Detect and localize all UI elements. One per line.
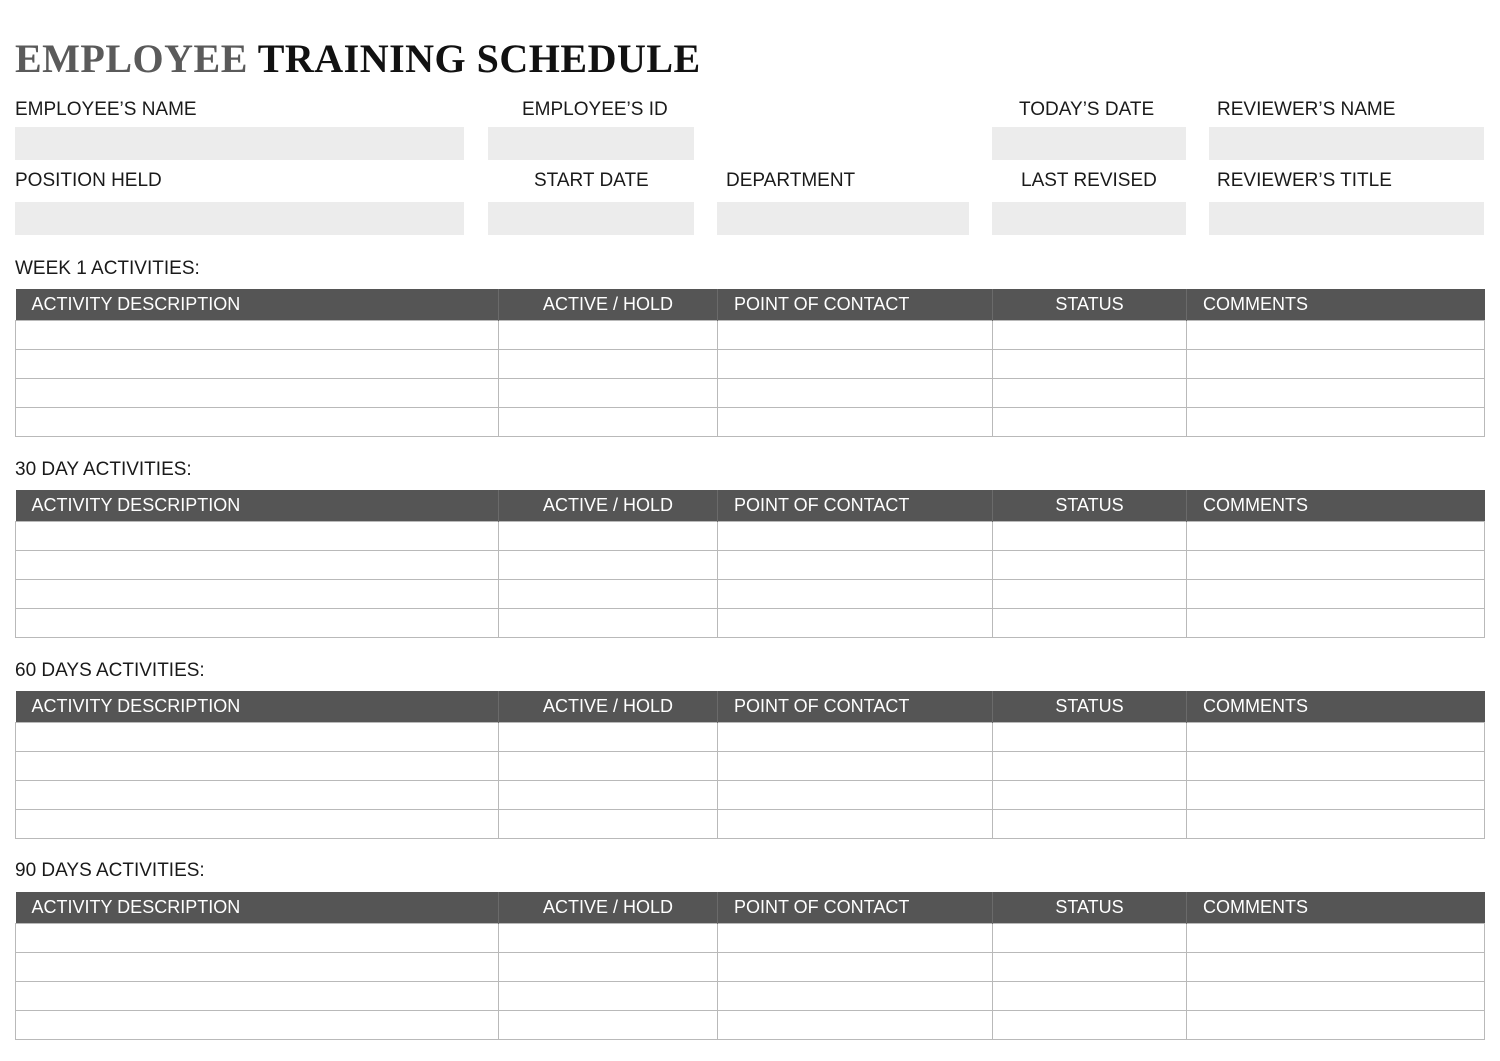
table-cell[interactable] xyxy=(718,752,993,781)
column-header-status: STATUS xyxy=(993,892,1187,924)
table-cell[interactable] xyxy=(16,982,499,1011)
table-header-row xyxy=(16,490,1485,522)
table-cell[interactable] xyxy=(16,1011,499,1040)
table-cell[interactable] xyxy=(993,350,1187,379)
table-row xyxy=(16,522,1485,551)
title-training-schedule: TRAINING SCHEDULE xyxy=(257,36,701,81)
department-label: DEPARTMENT xyxy=(726,170,856,191)
table-cell[interactable] xyxy=(718,1011,993,1040)
last-revised-label: LAST REVISED xyxy=(1021,170,1157,191)
table-row xyxy=(16,810,1485,839)
position-held-label: POSITION HELD xyxy=(15,170,162,191)
section-title-week-1: WEEK 1 ACTIVITIES: xyxy=(15,258,200,279)
table-cell[interactable] xyxy=(1187,379,1485,408)
table-cell[interactable] xyxy=(16,350,499,379)
column-header-point-of-contact: POINT OF CONTACT xyxy=(718,691,993,723)
table-cell[interactable] xyxy=(718,350,993,379)
table-cell[interactable] xyxy=(993,522,1187,551)
employee-name-field[interactable] xyxy=(15,127,464,160)
table-cell[interactable] xyxy=(993,752,1187,781)
table-row xyxy=(16,723,1485,752)
section-title-90-days: 90 DAYS ACTIVITIES: xyxy=(15,860,205,881)
table-cell[interactable] xyxy=(16,522,499,551)
column-header-status: STATUS xyxy=(993,691,1187,723)
table-cell[interactable] xyxy=(718,408,993,437)
table-cell[interactable] xyxy=(718,321,993,350)
table-cell[interactable] xyxy=(499,408,718,437)
table-cell[interactable] xyxy=(1187,982,1485,1011)
table-cell[interactable] xyxy=(16,408,499,437)
column-header-point-of-contact: POINT OF CONTACT xyxy=(718,892,993,924)
todays-date-field[interactable] xyxy=(992,127,1186,160)
start-date-field[interactable] xyxy=(488,202,694,235)
column-header-comments: COMMENTS xyxy=(1187,289,1485,321)
table-cell[interactable] xyxy=(718,953,993,982)
table-cell[interactable] xyxy=(1187,924,1485,953)
section-title-60-days: 60 DAYS ACTIVITIES: xyxy=(15,660,205,681)
table-cell[interactable] xyxy=(993,551,1187,580)
column-header-point-of-contact: POINT OF CONTACT xyxy=(718,289,993,321)
table-cell[interactable] xyxy=(1187,1011,1485,1040)
column-header-status: STATUS xyxy=(993,289,1187,321)
employee-name-label: EMPLOYEE’S NAME xyxy=(15,99,197,120)
table-cell[interactable] xyxy=(993,609,1187,638)
table-cell[interactable] xyxy=(718,810,993,839)
table-cell[interactable] xyxy=(993,408,1187,437)
table-cell[interactable] xyxy=(16,781,499,810)
table-row xyxy=(16,953,1485,982)
last-revised-field[interactable] xyxy=(992,202,1186,235)
table-row xyxy=(16,321,1485,350)
column-header-point-of-contact: POINT OF CONTACT xyxy=(718,490,993,522)
table-cell[interactable] xyxy=(16,580,499,609)
table-cell[interactable] xyxy=(499,752,718,781)
table-row xyxy=(16,551,1485,580)
table-row xyxy=(16,752,1485,781)
column-header-active-hold: ACTIVE / HOLD xyxy=(499,289,718,321)
activity-table-60-days xyxy=(15,691,1485,839)
table-cell[interactable] xyxy=(499,1011,718,1040)
table-header-row xyxy=(16,691,1485,723)
column-header-activity-description: ACTIVITY DESCRIPTION xyxy=(16,289,499,321)
column-header-comments: COMMENTS xyxy=(1187,490,1485,522)
table-cell[interactable] xyxy=(718,982,993,1011)
table-cell[interactable] xyxy=(499,781,718,810)
employee-id-label: EMPLOYEE’S ID xyxy=(522,99,668,120)
position-held-field[interactable] xyxy=(15,202,464,235)
table-cell[interactable] xyxy=(718,379,993,408)
reviewer-name-label: REVIEWER’S NAME xyxy=(1217,99,1396,120)
table-cell[interactable] xyxy=(993,924,1187,953)
table-cell[interactable] xyxy=(1187,551,1485,580)
page-title xyxy=(15,36,701,82)
table-cell[interactable] xyxy=(16,953,499,982)
table-cell[interactable] xyxy=(718,924,993,953)
table-cell[interactable] xyxy=(993,781,1187,810)
activity-table-30-day xyxy=(15,490,1485,638)
table-cell[interactable] xyxy=(993,321,1187,350)
table-cell[interactable] xyxy=(718,580,993,609)
table-cell[interactable] xyxy=(499,580,718,609)
column-header-active-hold: ACTIVE / HOLD xyxy=(499,892,718,924)
column-header-comments: COMMENTS xyxy=(1187,892,1485,924)
table-row xyxy=(16,580,1485,609)
table-row xyxy=(16,379,1485,408)
table-row xyxy=(16,982,1485,1011)
table-cell[interactable] xyxy=(993,953,1187,982)
column-header-comments: COMMENTS xyxy=(1187,691,1485,723)
table-cell[interactable] xyxy=(718,551,993,580)
table-cell[interactable] xyxy=(718,723,993,752)
activity-table-90-days xyxy=(15,892,1485,1040)
table-cell[interactable] xyxy=(1187,321,1485,350)
table-cell[interactable] xyxy=(499,522,718,551)
table-cell[interactable] xyxy=(16,609,499,638)
reviewer-title-label: REVIEWER’S TITLE xyxy=(1217,170,1392,191)
table-cell[interactable] xyxy=(993,1011,1187,1040)
table-cell[interactable] xyxy=(718,609,993,638)
section-title-30-day: 30 DAY ACTIVITIES: xyxy=(15,459,192,480)
table-cell[interactable] xyxy=(1187,781,1485,810)
table-cell[interactable] xyxy=(1187,580,1485,609)
table-cell[interactable] xyxy=(16,379,499,408)
table-header-row xyxy=(16,289,1485,321)
column-header-active-hold: ACTIVE / HOLD xyxy=(499,490,718,522)
title-employee: EMPLOYEE xyxy=(15,36,248,81)
todays-date-label: TODAY’S DATE xyxy=(1019,99,1155,120)
table-cell[interactable] xyxy=(16,723,499,752)
column-header-active-hold: ACTIVE / HOLD xyxy=(499,691,718,723)
table-row xyxy=(16,350,1485,379)
table-cell[interactable] xyxy=(499,321,718,350)
column-header-activity-description: ACTIVITY DESCRIPTION xyxy=(16,490,499,522)
start-date-label: START DATE xyxy=(534,170,649,191)
table-row xyxy=(16,924,1485,953)
table-cell[interactable] xyxy=(1187,522,1485,551)
table-cell[interactable] xyxy=(993,723,1187,752)
activity-table-week-1 xyxy=(15,289,1485,437)
table-cell[interactable] xyxy=(993,810,1187,839)
table-cell[interactable] xyxy=(16,752,499,781)
department-field[interactable] xyxy=(717,202,969,235)
table-cell[interactable] xyxy=(1187,752,1485,781)
table-cell[interactable] xyxy=(993,982,1187,1011)
column-header-status: STATUS xyxy=(993,490,1187,522)
table-cell[interactable] xyxy=(499,350,718,379)
table-cell[interactable] xyxy=(499,723,718,752)
table-cell[interactable] xyxy=(1187,609,1485,638)
table-cell[interactable] xyxy=(1187,953,1485,982)
table-cell[interactable] xyxy=(499,982,718,1011)
table-cell[interactable] xyxy=(16,810,499,839)
table-cell[interactable] xyxy=(993,580,1187,609)
table-cell[interactable] xyxy=(1187,408,1485,437)
table-cell[interactable] xyxy=(499,609,718,638)
table-cell[interactable] xyxy=(499,924,718,953)
table-cell[interactable] xyxy=(1187,810,1485,839)
table-row xyxy=(16,609,1485,638)
table-cell[interactable] xyxy=(1187,723,1485,752)
column-header-activity-description: ACTIVITY DESCRIPTION xyxy=(16,892,499,924)
table-cell[interactable] xyxy=(499,810,718,839)
column-header-activity-description: ACTIVITY DESCRIPTION xyxy=(16,691,499,723)
table-cell[interactable] xyxy=(16,321,499,350)
table-row xyxy=(16,781,1485,810)
table-cell[interactable] xyxy=(718,522,993,551)
table-cell[interactable] xyxy=(1187,350,1485,379)
employee-id-field[interactable] xyxy=(488,127,694,160)
table-row xyxy=(16,1011,1485,1040)
table-header-row xyxy=(16,892,1485,924)
table-cell[interactable] xyxy=(499,551,718,580)
table-cell[interactable] xyxy=(993,379,1187,408)
table-cell[interactable] xyxy=(718,781,993,810)
reviewer-title-field[interactable] xyxy=(1209,202,1484,235)
table-cell[interactable] xyxy=(16,551,499,580)
table-cell[interactable] xyxy=(499,953,718,982)
reviewer-name-field[interactable] xyxy=(1209,127,1484,160)
table-cell[interactable] xyxy=(499,379,718,408)
table-row xyxy=(16,408,1485,437)
table-cell[interactable] xyxy=(16,924,499,953)
